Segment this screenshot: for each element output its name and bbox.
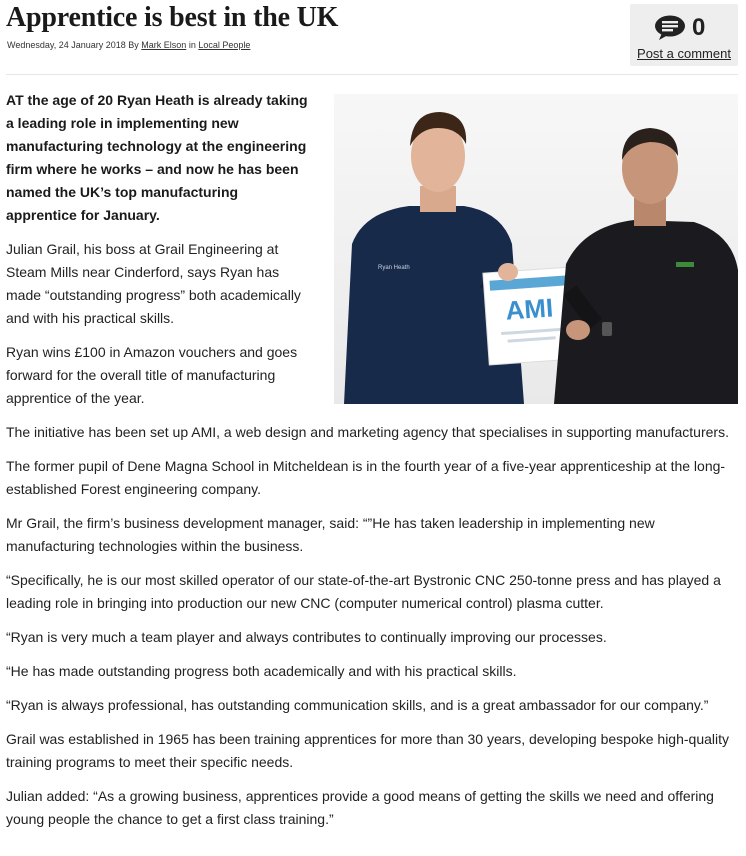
author-link[interactable]: Mark Elson — [141, 40, 187, 50]
paragraph: Grail was established in 1965 has been training apprentices for more than 30 years, developing bespoke high-quality training programs to meet their specific needs. — [6, 731, 730, 770]
article-title: Apprentice is best in the UK — [6, 2, 339, 33]
byline-in: in — [188, 40, 196, 50]
comments-widget[interactable] — [630, 4, 738, 66]
paragraph: Ryan wins £100 in Amazon vouchers and goes forward for the overall title of manufacturing apprentice of the year. — [6, 344, 298, 406]
paragraph: “He has made outstanding progress both academically and with his practical skills. — [6, 663, 517, 679]
article-meta — [7, 40, 250, 50]
certificate-text: AMI — [504, 292, 555, 326]
paragraph: The initiative has been set up AMI, a web design and marketing agency that specialises in supporting manufacturers. — [6, 424, 729, 440]
article-body — [6, 75, 738, 831]
post-comment-link[interactable]: Post a comment — [637, 46, 731, 61]
paragraph: The former pupil of Dene Magna School in Mitcheldean is in the fourth year of a five-year apprenticeship at the long-established Forest engineering company. — [6, 458, 726, 497]
category-link[interactable]: Local People — [198, 40, 251, 50]
article-date: Wednesday, 24 January 2018 — [7, 40, 126, 50]
paragraph: “Ryan is very much a team player and always contributes to continually improving our processes. — [6, 629, 607, 645]
comment-bubble-icon — [654, 15, 686, 41]
comment-count-row — [654, 14, 705, 42]
paragraph: “Ryan is always professional, has outstanding communication skills, and is a great ambassador for our company.” — [6, 697, 709, 713]
byline-by: By — [128, 40, 139, 50]
paragraph: Julian Grail, his boss at Grail Engineering at Steam Mills near Cinderford, says Ryan has made “outstanding progress” both academically and with his practical skills. — [6, 241, 301, 326]
paragraph-lead: AT the age of 20 Ryan Heath is already taking a leading role in implementing new manufacturing technology at the engineering firm where he works – and now he has been named the UK’s top manufacturing apprentice for January. — [6, 92, 308, 223]
paragraph: “Specifically, he is our most skilled operator of our state-of-the-art Bystronic CNC 250-tonne press and has played a leading role in bringing into production our new CNC (computer numerical control) plasma cutter. — [6, 572, 721, 611]
comment-count: 0 — [692, 14, 706, 41]
photo-illustration — [334, 94, 738, 404]
article-header — [6, 0, 738, 75]
article-photo — [334, 94, 738, 404]
svg-text:Ryan Heath: Ryan Heath — [378, 265, 410, 271]
paragraph: Julian added: “As a growing business, apprentices provide a good means of getting the skills we need and offering young people the chance to get a first class training.” — [6, 788, 714, 827]
paragraph: Mr Grail, the firm’s business development manager, said: “”He has taken leadership in implementing new manufacturing technologies within the business. — [6, 515, 655, 554]
